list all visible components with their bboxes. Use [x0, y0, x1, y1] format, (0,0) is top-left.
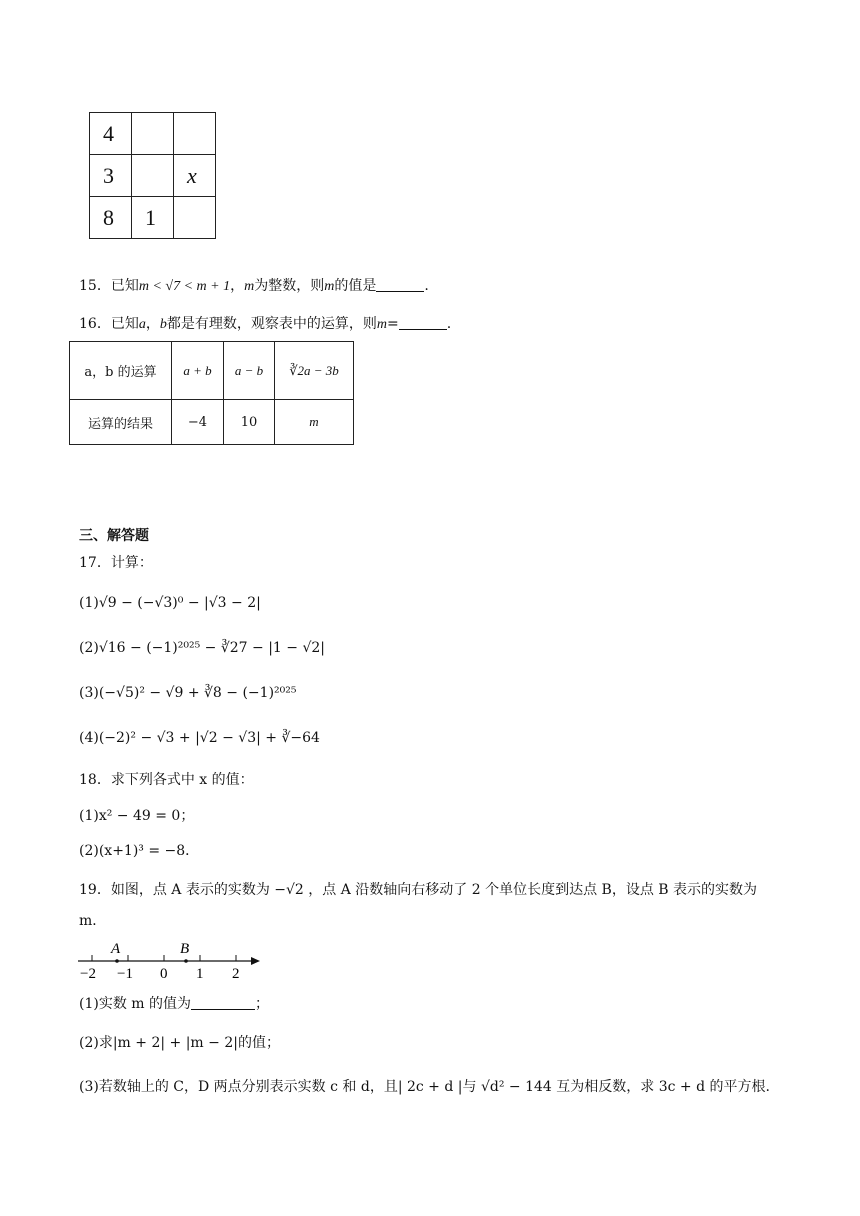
table-cell: −4: [172, 400, 224, 445]
variable: m: [324, 279, 335, 294]
punctuation: .: [446, 316, 452, 332]
table-header: a，b 的运算: [70, 342, 172, 400]
table-header: a − b: [224, 342, 275, 400]
punctuation: ，: [145, 316, 160, 332]
tick-label: −1: [117, 966, 133, 982]
question-text: 的值是: [334, 278, 377, 294]
arrow-icon: [251, 957, 260, 965]
answer-blank[interactable]: [399, 315, 447, 330]
question-16: [79, 314, 451, 335]
grid-cell: [132, 155, 174, 197]
question-text: (1)实数 m 的值为: [79, 996, 192, 1012]
q17-item-1: (1)√9 − (−√3)⁰ − |√3 − 2|: [79, 595, 261, 611]
table-header: ∛2a − 3b: [275, 342, 354, 400]
variable: m: [376, 317, 387, 332]
q19-sub-2: (2)求|m + 2| + |m − 2|的值；: [79, 1035, 280, 1051]
question-text: ，: [230, 278, 245, 294]
section-title: 三、解答题: [79, 528, 149, 544]
inequality: m < √7 < m + 1: [138, 279, 231, 294]
tick-label: −2: [80, 966, 96, 982]
table-cell: 10: [224, 400, 275, 445]
answer-blank[interactable]: [376, 277, 424, 292]
point-b-label: B: [180, 941, 190, 957]
question-17-title: 17．计算：: [79, 555, 153, 571]
answer-blank[interactable]: [191, 995, 255, 1010]
tick-label: 0: [160, 966, 168, 982]
grid-cell: [132, 113, 174, 155]
operations-table: [69, 341, 354, 445]
variable: b: [159, 317, 167, 332]
grid-cell: 8: [90, 197, 132, 239]
tick-label: 1: [196, 966, 204, 982]
table-cell: 运算的结果: [70, 400, 172, 445]
table-cell: m: [275, 400, 354, 445]
question-19-line2: m．: [79, 913, 107, 929]
variable: a: [138, 317, 146, 332]
grid-cell: [174, 197, 216, 239]
grid-cell: x: [174, 155, 216, 197]
table-header: a + b: [172, 342, 224, 400]
question-19-line1: 19．如图，点 A 表示的实数为 −√2 ，点 A 沿数轴向右移动了 2 个单位长度到达点 B，设点 B 表示的实数为: [79, 882, 758, 898]
q17-item-4: (4)(−2)² − √3 + |√2 − √3| + ∛−64: [79, 730, 320, 746]
point-a-label: A: [111, 941, 121, 957]
punctuation: .: [424, 278, 429, 294]
grid-cell: [174, 113, 216, 155]
q19-sub-1: [79, 994, 269, 1014]
grid-cell: 1: [132, 197, 174, 239]
grid-cell: 4: [90, 113, 132, 155]
tick-label: 2: [232, 966, 240, 982]
question-18-title: 18．求下列各式中 x 的值：: [79, 772, 254, 788]
question-text: 已知: [110, 278, 139, 294]
question-text: 都是有理数，观察表中的运算，则: [166, 316, 377, 332]
q18-item-1: (1)x² − 49 = 0；: [79, 808, 195, 824]
q19-sub-3: (3)若数轴上的 C，D 两点分别表示实数 c 和 d，且| 2c + d |与 √d² − 144 互为相反数，求 3c + d 的平方根.: [79, 1079, 770, 1095]
q17-item-3: (3)(−√5)² − √9 + ∛8 − (−1)²⁰²⁵: [79, 685, 297, 701]
equals-sign: =: [386, 316, 399, 332]
q18-item-2: (2)(x+1)³ = −8．: [79, 843, 200, 859]
question-15: [79, 276, 429, 297]
question-number: 16．: [79, 316, 111, 332]
point-a-dot: [115, 959, 119, 963]
variable: m: [244, 279, 255, 294]
punctuation: ；: [255, 996, 270, 1012]
number-line: [74, 936, 264, 984]
number-grid: [89, 112, 216, 239]
q17-item-2: (2)√16 − (−1)²⁰²⁵ − ∛27 − |1 − √2|: [79, 640, 326, 656]
question-text: 为整数，则: [254, 278, 325, 294]
question-number: 15．: [79, 278, 111, 294]
point-b-dot: [184, 959, 188, 963]
question-text: 已知: [110, 316, 139, 332]
grid-cell: 3: [90, 155, 132, 197]
